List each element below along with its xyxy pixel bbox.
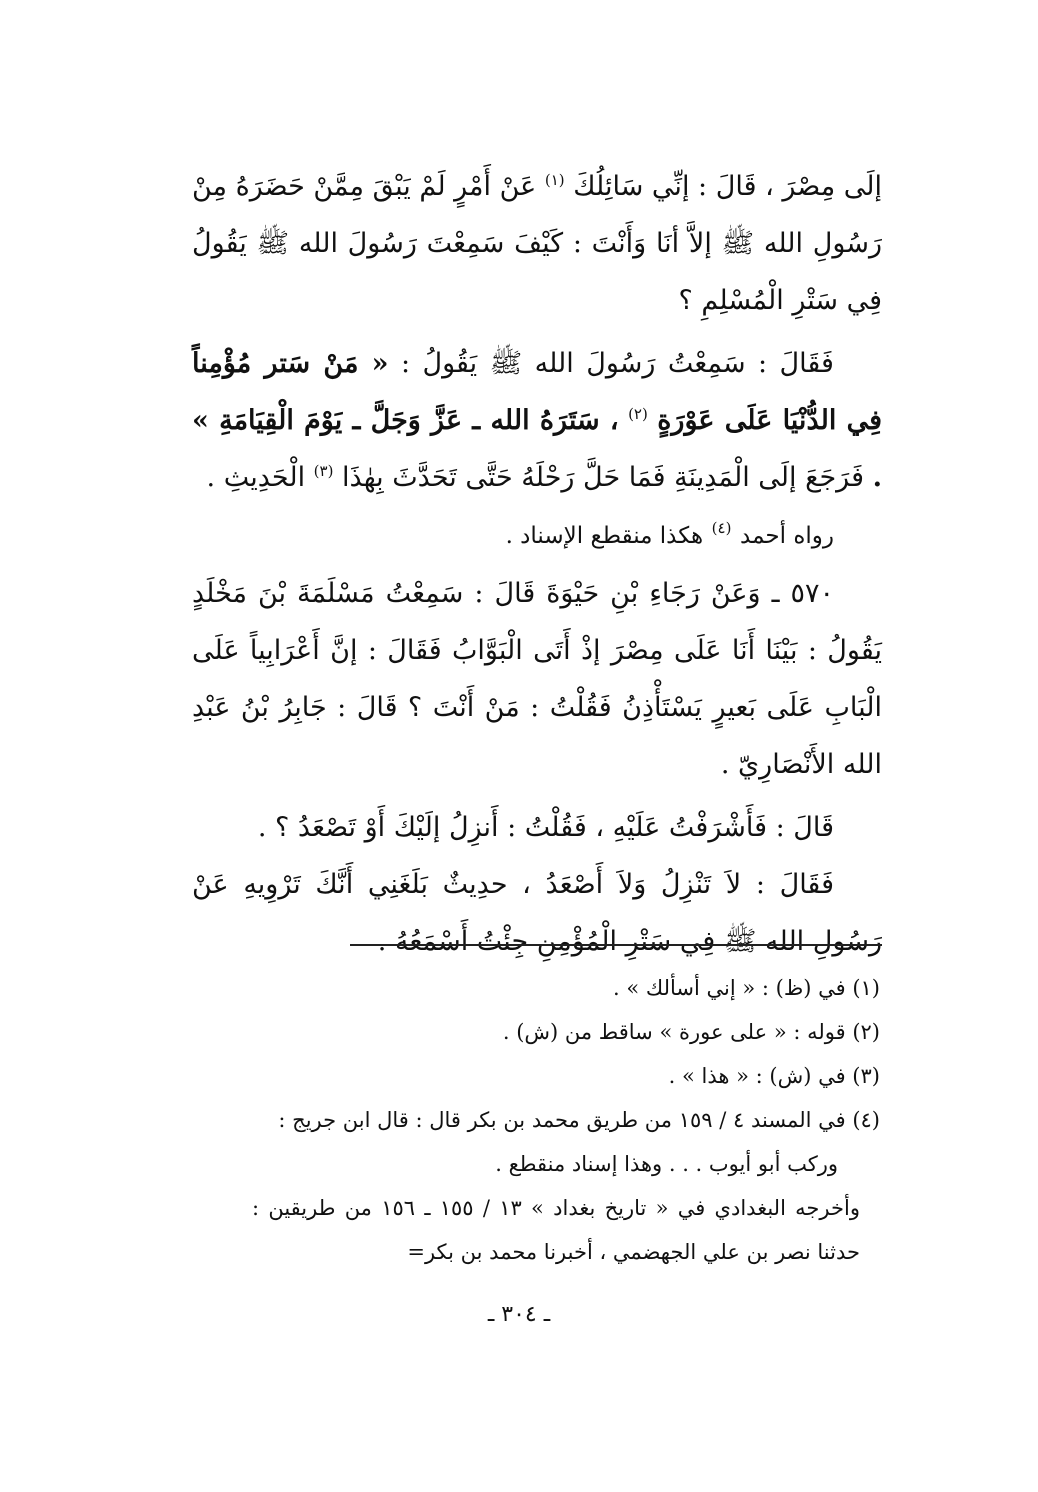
footnote-ref-1[interactable]: (١)	[544, 171, 565, 189]
footnotes	[192, 966, 882, 1274]
text-run: فَرَجَعَ إلَى الْمَدِينَةِ فَمَا حَلَّ رَحْلَهُ حَتَّى تَحَدَّثَ بِهٰذَا	[342, 462, 864, 493]
footnote-separator	[350, 944, 882, 946]
footnote-2: (٢) قوله : « على عورة » ساقط من (ش) .	[502, 1020, 880, 1044]
text-run: فَقَالَ : سَمِعْتُ رَسُولَ الله ﷺ يَقُولُ :	[400, 348, 834, 379]
paragraph-narration-note	[192, 506, 882, 565]
text-run: رواه أحمد	[740, 523, 834, 549]
footnote-ref-3[interactable]: (٣)	[313, 462, 334, 480]
text-run: عَنْ أَمْرٍ لَمْ يَبْقَ مِمَّنْ حَضَرَهُ مِنْ رَسُولِ الله ﷺ إلاَّ أنَا وَأَنْتَ : كَيْفَ سَمِعْتَ رَسُولَ الله ﷺ يَقُولُ فِي سَتْرِ الْمُسْلِمِ ؟	[192, 171, 882, 316]
paragraph-dialogue: فَقَالَ : لاَ تَنْزِلُ وَلاَ أَصْعَدُ ، حدِيثٌ بَلَغَنِي أَنَّكَ تَرْوِيهِ عَنْ رَسُولِ الله ﷺ فِي سَتْرِ الْمُؤْمِنِ جِئْتُ أَسْمَعُهُ .	[192, 869, 882, 957]
text-run: الْحَدِيثِ .	[206, 462, 306, 493]
footnote-ref-2[interactable]: (٢)	[628, 405, 648, 423]
text-run: هكذا منقطع الإسناد .	[505, 523, 704, 549]
page-body	[192, 158, 882, 970]
footnote-extra: وأخرجه البغدادي في « تاريخ بغداد » ١٣ / ١٥٥ ـ ١٥٦ من طريقين : حدثنا نصر بن علي الجهضمي ، أخبرنا محمد بن بكر=	[252, 1196, 860, 1264]
footnote-4: (٤) في المسند ٤ / ١٥٩ من طريق محمد بن بكر قال : قال ابن جريج :	[278, 1108, 880, 1132]
hadith-text: « مَنْ سَتر مُؤْمِناً فِي الدُّنْيَا عَلَى عَوْرَةٍ	[192, 348, 883, 436]
paragraph-hadith	[192, 335, 882, 506]
page-number: ـ ٣٠٤ ـ	[487, 1302, 551, 1327]
main-text	[192, 158, 882, 970]
paragraph-hadith-570: ٥٧٠ ـ وَعَنْ رَجَاءِ بْنِ حَيْوَةَ قَالَ : سَمِعْتُ مَسْلَمَةَ بْنَ مَخْلَدٍ يَقُولُ : بَيْنَا أَنَا عَلَى مِصْرَ إذْ أَتَى الْبَوَّابُ فَقَالَ : إنَّ أَعْرَابِياً عَلَى الْبَابِ عَلَى بَعيرٍ يَسْتَأْذِنُ فَقُلْتُ : مَنْ أَنْتَ ؟ قَالَ : جَابِرُ بْنُ عَبْدِ الله الأَنْصَارِيّ .	[192, 578, 882, 780]
footnote-ref-4[interactable]: (٤)	[711, 519, 732, 537]
footnote-1: (١) في (ظ) : « إني أسألك » .	[613, 976, 880, 1000]
hadith-text: ، سَتَرَهُ الله ـ عَزَّ وَجَلَّ ـ يَوْمَ الْقِيَامَةِ » .	[192, 405, 882, 493]
paragraph-continuation	[192, 158, 882, 329]
paragraph-dialogue: قَالَ : فَأَشْرَفْتُ عَلَيْهِ ، فَقُلْتُ : أَنزِلُ إلَيْكَ أَوْ تَصْعَدُ ؟ .	[257, 812, 834, 843]
text-run: إلَى مِصْرَ ، قَالَ : إنِّي سَائِلُكَ	[573, 171, 882, 202]
footnote-4-continuation: وركب أبو أيوب . . . وهذا إسناد منقطع .	[495, 1152, 838, 1176]
footnote-3: (٣) في (ش) : « هذا » .	[668, 1064, 880, 1088]
